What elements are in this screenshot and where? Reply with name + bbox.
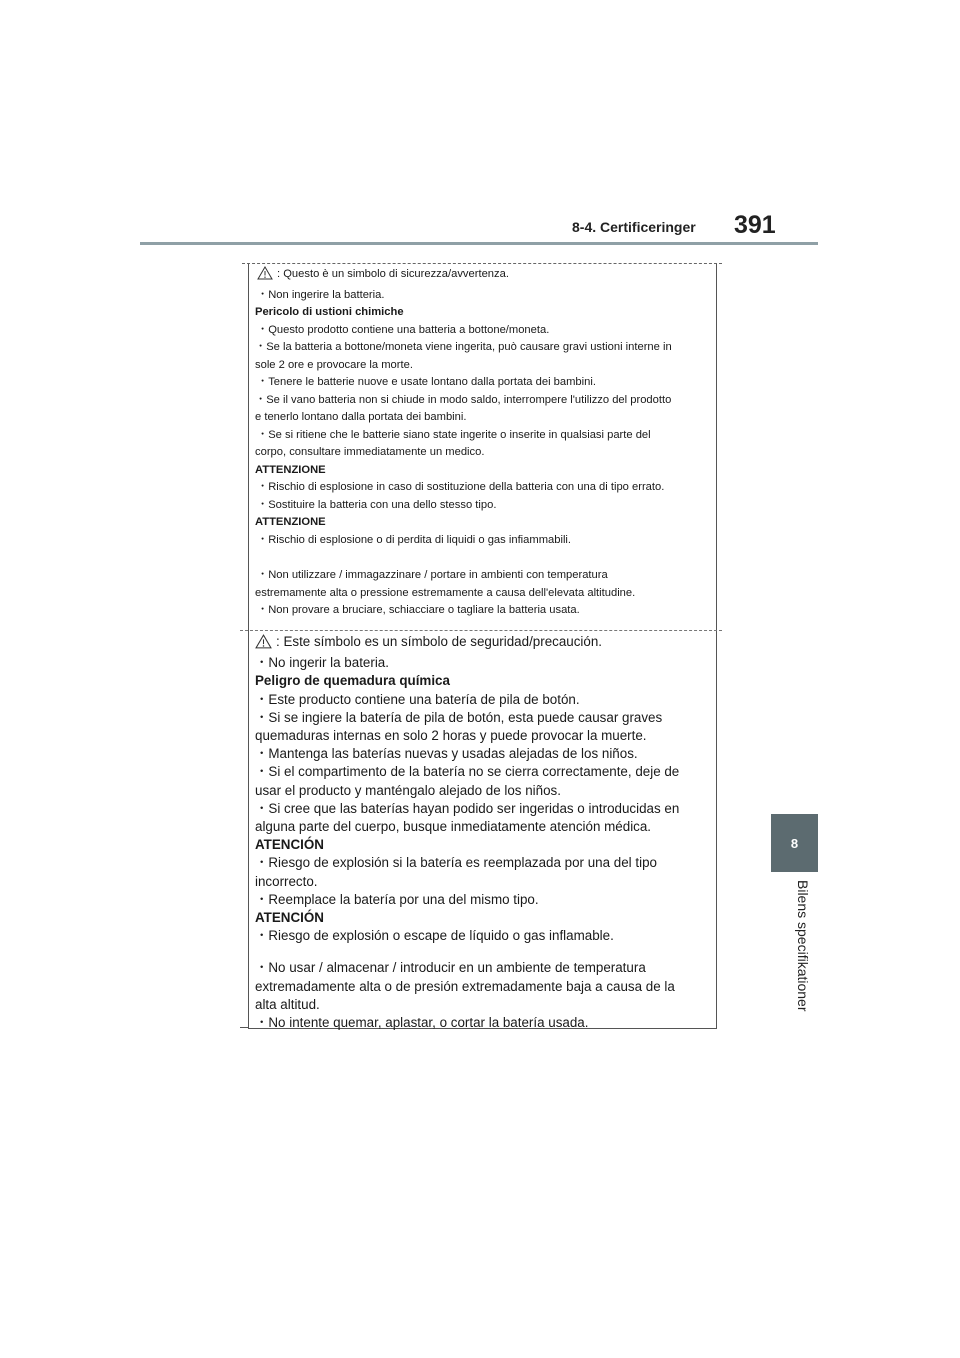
warning-triangle-icon: [255, 634, 272, 654]
header-section-title: 8-4. Certificeringer: [572, 219, 696, 235]
text-line: ・Se la batteria a bottone/moneta viene ingerita, può causare gravi ustioni interne in: [255, 341, 672, 353]
section-heading: ATENCIÓN: [255, 910, 324, 926]
text-line: extremadamente alta o de presión extremadamente baja a causa de la: [255, 978, 675, 994]
text-span: : Questo è un simbolo di sicurezza/avvertenza.: [277, 268, 509, 280]
section-heading: ATENCIÓN: [255, 837, 324, 853]
warning-triangle-icon: [257, 266, 273, 287]
section-heading: ATTENZIONE: [255, 463, 326, 476]
section-heading: Peligro de quemadura química: [255, 673, 450, 689]
text-line: ・No usar / almacenar / introducir en un ambiente de temperatura: [255, 960, 646, 976]
text-span: : Este símbolo es un símbolo de seguridad/precaución.: [276, 634, 603, 649]
chapter-tab: 8: [771, 814, 818, 872]
text-line: ・Si se ingiere la batería de pila de botón, esta puede causar graves: [255, 709, 663, 725]
text-line: alta altitud.: [255, 996, 320, 1012]
spanish-warning-text: [255, 633, 705, 1032]
text-line: ・Non provare a bruciare, schiacciare o tagliare la batteria usata.: [257, 604, 580, 616]
text-line: sole 2 ore e provocare la morte.: [255, 358, 413, 371]
section-heading: ATTENZIONE: [255, 516, 326, 528]
section-divider: [240, 630, 722, 631]
chapter-label: Bilens specifikationer: [795, 880, 811, 1012]
text-line: ・Sostituire la batteria con una dello stesso tipo.: [257, 498, 497, 511]
text-line: corpo, consultare immediatamente un medico.: [255, 446, 485, 458]
text-line: ・Este producto contiene una batería de pila de botón.: [255, 691, 580, 707]
warning-box-top-border: [242, 263, 722, 264]
text-line: ・Si el compartimento de la batería no se cierra correctamente, deje de: [255, 764, 680, 780]
text-line: usar el producto y manténgalo alejado de los niños.: [255, 782, 561, 798]
text-line: ・Se il vano batteria non si chiude in modo saldo, interrompere l'utilizzo del prodotto: [255, 393, 672, 406]
text-line: ・Rischio di esplosione in caso di sostituzione della batteria con una di tipo errato.: [257, 481, 665, 493]
text-line: ・Non utilizzare / immagazzinare / portare in ambienti con temperatura: [257, 569, 608, 581]
header-rule: [140, 242, 818, 245]
text-line: ・Non ingerire la batteria.: [257, 288, 385, 301]
section-heading: Pericolo di ustioni chimiche: [255, 306, 404, 318]
text-line: ・Se si ritiene che le batterie siano state ingerite o inserite in qualsiasi parte del: [257, 428, 651, 441]
text-line: ・Mantenga las baterías nuevas y usadas alejadas de los niños.: [255, 746, 638, 762]
text-line: estremamente alta o pressione estremamente a causa dell'elevata altitudine.: [255, 586, 636, 599]
text-line: ・No intente quemar, aplastar, o cortar la batería usada.: [255, 1015, 589, 1031]
text-line: ・Tenere le batterie nuove e usate lontano dalla portata dei bambini.: [257, 376, 596, 388]
text-line: [255, 633, 705, 654]
box-bottom-extension: [240, 1027, 248, 1028]
text-line: incorrecto.: [255, 873, 318, 889]
text-line: quemaduras internas en solo 2 horas y puede provocar la muerte.: [255, 728, 647, 744]
text-line: alguna parte del cuerpo, busque inmediatamente atención médica.: [255, 819, 652, 835]
text-line: ・Rischio di esplosione o di perdita di liquidi o gas infiammabili.: [257, 533, 572, 546]
text-line: ・Si cree que las baterías hayan podido ser ingeridas o introducidas en: [255, 800, 680, 816]
italian-warning-text: [255, 266, 705, 620]
text-line: ・No ingerir la bateria.: [255, 655, 389, 671]
text-line: ・Riesgo de explosión si la batería es reemplazada por una del tipo: [255, 855, 657, 871]
text-line: ・Questo prodotto contiene una batteria a bottone/moneta.: [257, 323, 550, 336]
text-line: [255, 266, 705, 287]
text-line: e tenerlo lontano dalla portata dei bambini.: [255, 411, 467, 423]
page-number: 391: [734, 211, 776, 239]
text-line: ・Riesgo de explosión o escape de líquido o gas inflamable.: [255, 928, 614, 944]
text-line: ・Reemplace la batería por una del mismo tipo.: [255, 891, 539, 907]
